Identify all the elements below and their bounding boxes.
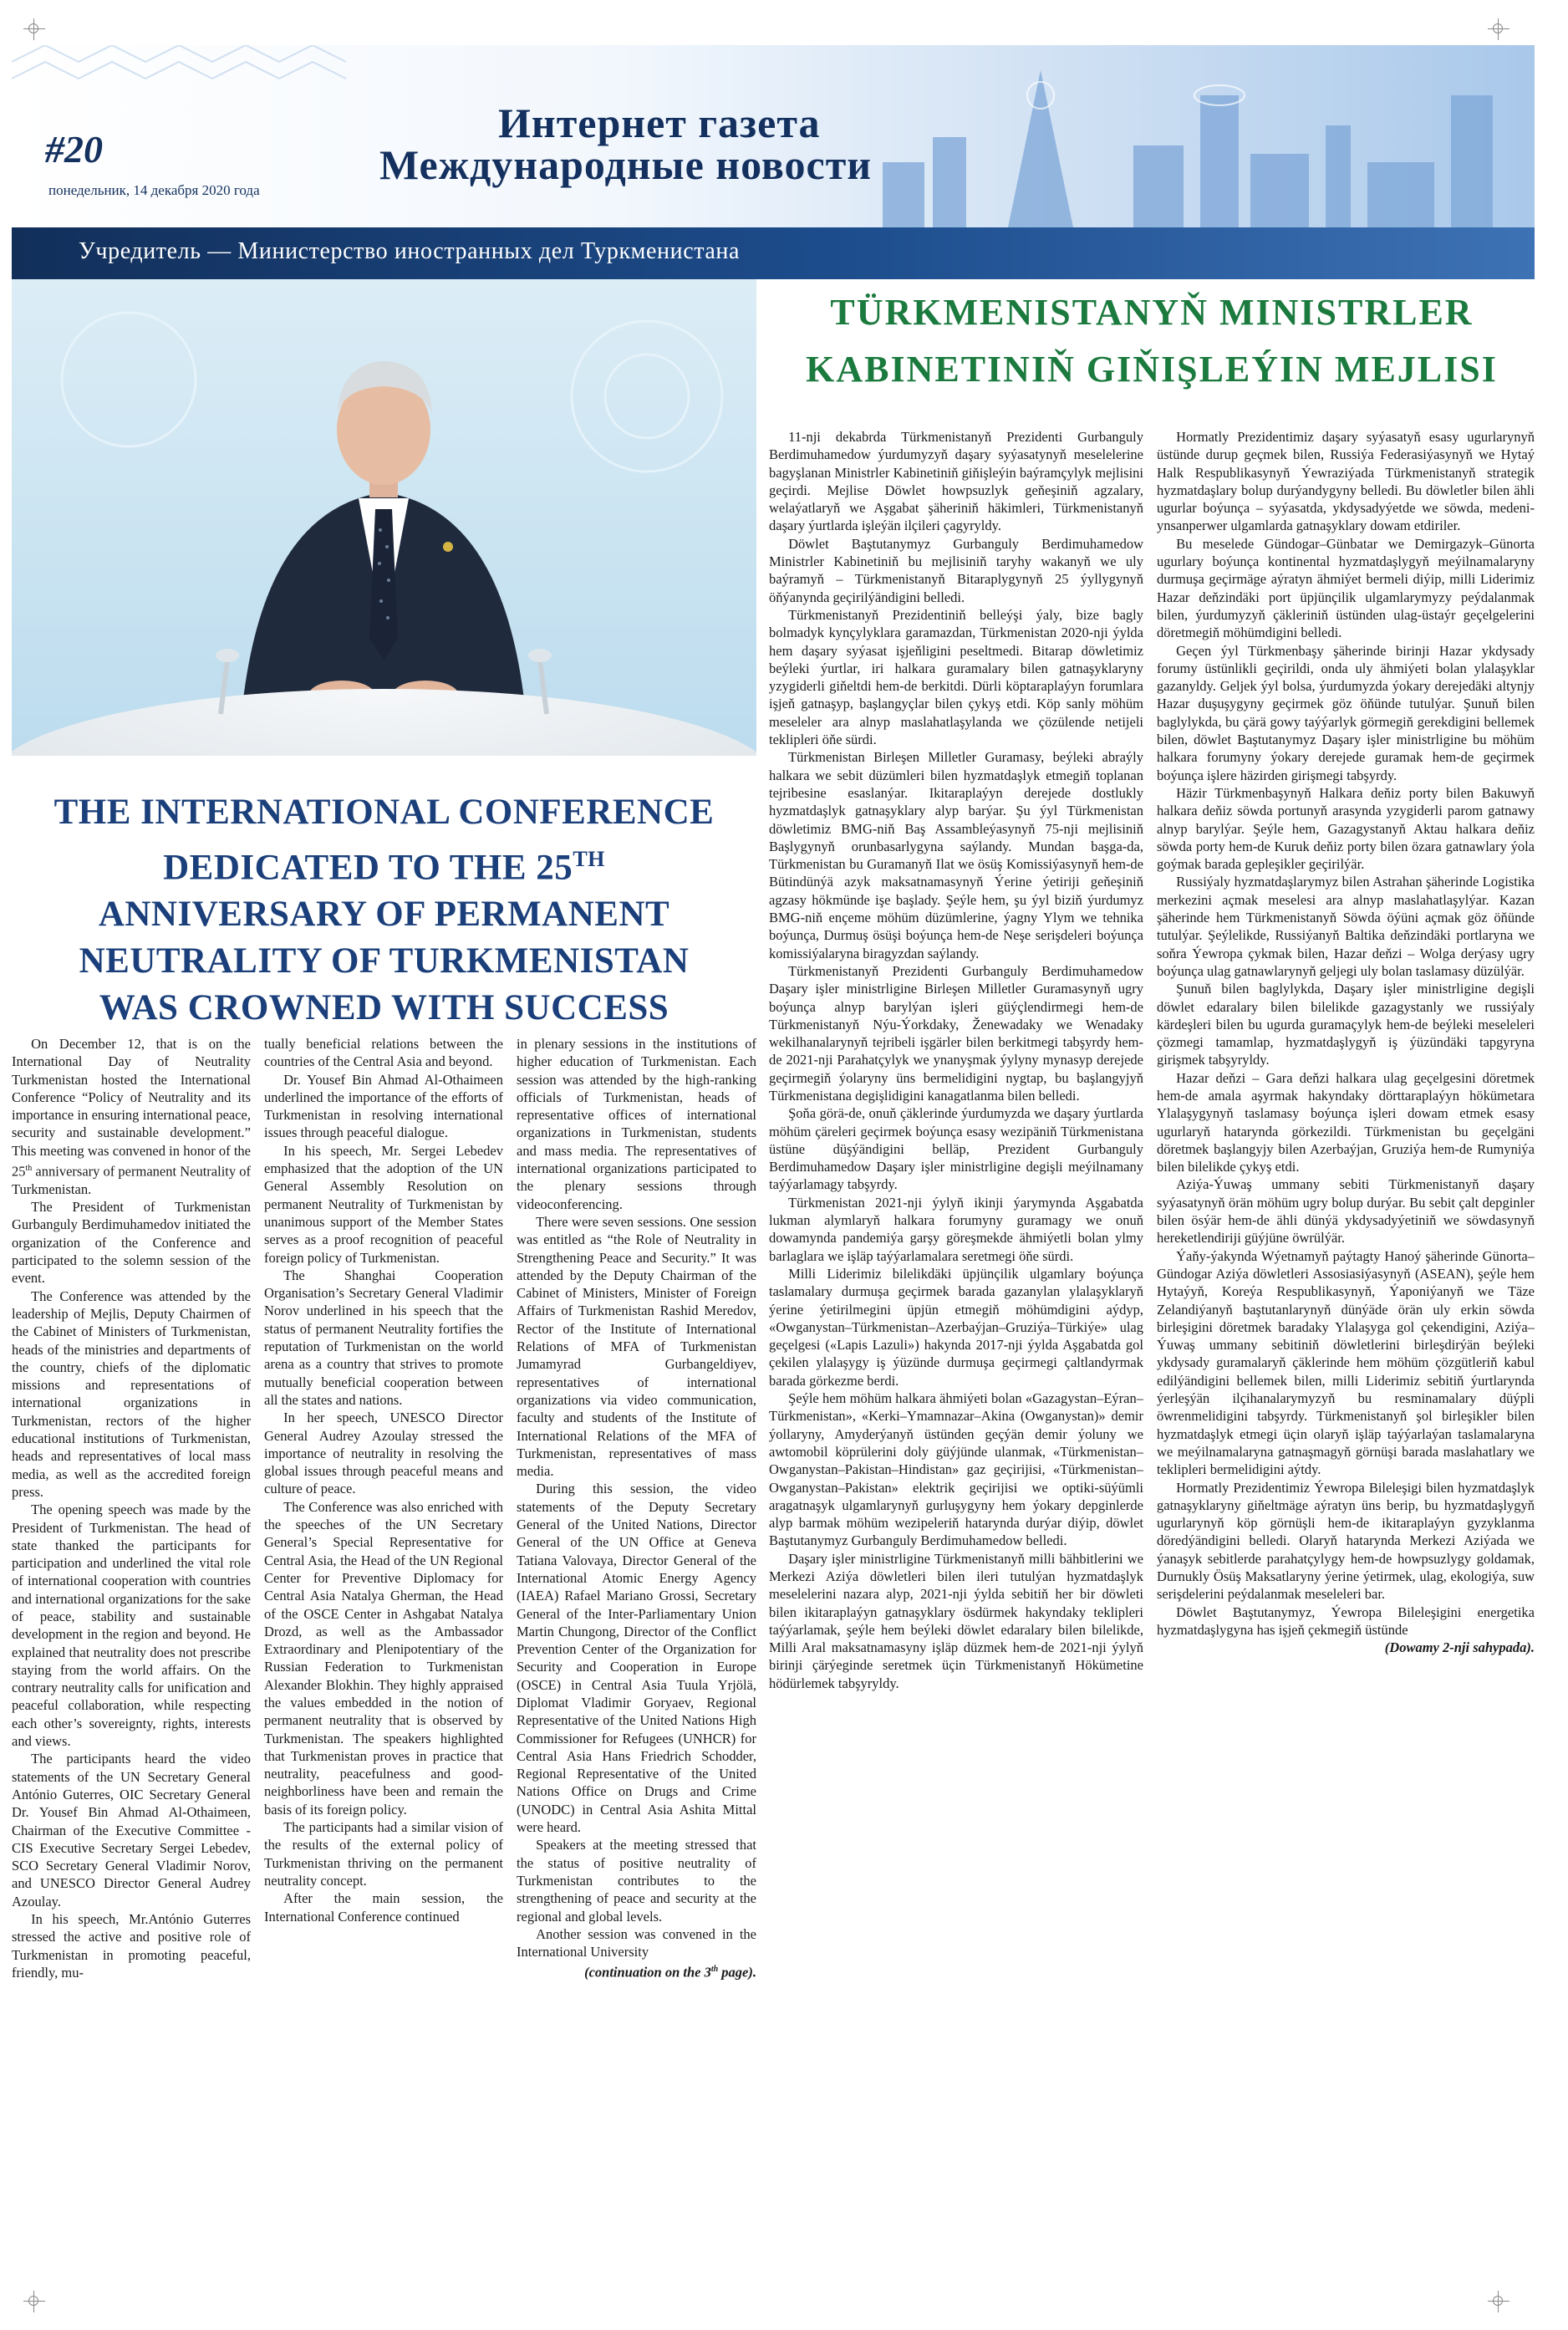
- turkmen-paragraph: Hormatly Prezidentimiz daşary syýasatyň esasy ugurlarynyň üstünde durup geçmek bilen, Russiýa Federasiýasynyň we Hytaý Halk Respublikasynyň Ýewraziýada Türkmenistanyň strategik hyzmatdaşlary bolup durýandygyny belledi. Bu döwletler bilen ähli ugurlar boýunça – syýasatda, ykdysadyýetde we söwda, medeni-ynsanperwer ulgamlarda gatnaşyklary dowam etdiriler.: [1157, 429, 1535, 534]
- english-paragraph: The Shanghai Cooperation Organisation’s Secretary General Vladimir Norov underlined in his speech that the status of permanent Neutrality fortifies the reputation of Turkmenistan on the world arena as a country that strives to promote mutually beneficial cooperation between all the states and nations.: [264, 1267, 503, 1408]
- turkmen-paragraph: Döwlet Baştutanymyz Gurbanguly Berdimuhamedow Ministrler Kabinetiniň bu mejlisiniň taryhy wakanyň we uly baýramyň – Türkmenistanyň Bitaraplygynyň 25 ýyllygynyň öňýanynda geçirilýändigini belledi.: [769, 535, 1143, 605]
- english-column-2: [264, 1035, 503, 2272]
- english-continuation-tail: page).: [718, 1964, 756, 1981]
- english-continuation-sup: th: [710, 1965, 719, 1975]
- turkmen-paragraph: Aziýa-Ýuwaş ummany sebiti Türkmenistanyň daşary syýasatynyň örän möhüm ugry bolup durýar. Bu sebit çalt depginler bilen ösýär hem-de ähli dünýä ykdysadyýetiniň we söwdasynyň hereketlendiriji güýjüne öwrülýär.: [1157, 1176, 1535, 1247]
- english-title-line4: NEUTRALITY OF TURKMENISTAN: [79, 941, 690, 981]
- turkmen-paragraph: Bu meselede Gündogar–Günbatar we Demirgazyk–Günorta ugurlary boýunça kontinental hyzmatdaşlygyň meýilnamalaryny durmuşa geçirmäge aýratyn ähmiýet bermeli diýip, milli Liderimiz Hazar deňzindäki port üpjünçilik ulgamlarymyzy peýdalanmak bilen, ýurdumyzyň çäkleriniň üstünden ulag-üstaýr geçelgelerini döretmegiň möhümdigini belledi.: [1157, 535, 1535, 641]
- founder-text: Учредитель — Министерство иностранных дел Туркменистана: [79, 238, 741, 264]
- turkmen-column-2: [1157, 428, 1535, 2272]
- english-title-superscript: TH: [573, 847, 605, 871]
- english-paragraph: The participants had a similar vision of the results of the external policy of Turkmenistan thriving on the permanent neutrality concept.: [264, 1819, 503, 1889]
- turkmen-paragraph: Döwlet Baştutanymyz, Ýewropa Bileleşigini energetika hyzmatdaşlygyna has işjeň çekmegiň üstünde: [1157, 1603, 1535, 1638]
- issue-date: понедельник, 14 декабря 2020 года: [48, 182, 260, 198]
- turkmen-paragraph: 11-nji dekabrda Türkmenistanyň Prezidenti Gurbanguly Berdimuhamedow ýurdumyzyň daşary syýasatynyň meselelerine bagyşlanan Ministrler Kabinetiniň giňişleýin baýramçylyk mejlisini geçirdi. Mejlise Döwlet howpsuzlyk geňeşiniň agzalary, welaýatlaryň we Aşgabat şäheriniň häkimleri, Türkmenistanyň daşary ýurtlarda işleýän ilçileri çagyryldy.: [769, 429, 1143, 534]
- english-paragraph: [12, 1035, 251, 1198]
- newspaper-title-line2: Международные новости: [379, 141, 873, 188]
- english-continuation-text: (continuation on the 3: [584, 1964, 711, 1981]
- english-paragraph: The President of Turkmenistan Gurbanguly Berdimuhamedov initiated the organization of the Conference and participated to the solemn session of the event.: [12, 1199, 251, 1287]
- turkmen-paragraph: Türkmenistan 2021-nji ýylyň ikinji ýarymynda Aşgabatda lukman alymlaryň halkara forumyny guramagy we onuň dowamynda pandemiýa garşy göreşmekde ähmiýetli bolan ylmy barlaglara we işläp taýýarlamalara seretmegi öňe sürdi.: [769, 1194, 1143, 1264]
- english-paragraph: Speakers at the meeting stressed that the status of positive neutrality of Turkmenistan contributes to the strengthening of peace and security at the regional and global levels.: [517, 1837, 756, 1925]
- english-paragraph: Another session was convened in the International University: [517, 1925, 756, 1960]
- english-paragraph: Dr. Yousef Bin Ahmad Al-Othaimeen underlined the importance of the efforts of Turkmenistan in resolving international issues through peaceful dialogue.: [264, 1071, 503, 1141]
- english-paragraph: There were seven sessions. One session was entitled as “the Role of Neutrality in Strengthening Peace and Security.” It was attended by the Deputy Chairman of the Cabinet of Ministers, Minister of Foreign Affairs of Turkmenistan Rashid Meredov, Rector of the Institute of International Relations of MFA of Turkmenistan Jumamyrad Gurbangeldiyev, representatives of international organizations via video communication, faculty and students of the Institute of International Relations of the MFA of Turkmenistan, representatives of mass media.: [517, 1213, 756, 1480]
- english-article-title: [12, 789, 756, 1032]
- english-paragraph: In his speech, Mr.António Guterres stressed the active and positive role of Turkmenistan in promoting peaceful, friendly, mu-: [12, 1911, 251, 1981]
- turkmen-paragraph: Şunuň bilen baglylykda, Daşary işler ministrligine degişli döwlet edaralary bilen bilelikde gazagystanly we russiýaly kärdeşleri bilen bu ugurda guramaçylyk hem-de beýleki meseleleri çözmegi tamamlap, hyzmatdaşlygyň iş ýüzündäki tapgyryna girişmek tabşyryldy.: [1157, 981, 1535, 1068]
- english-title-line1: THE INTERNATIONAL CONFERENCE: [53, 793, 715, 832]
- english-continuation: [517, 1960, 756, 1981]
- turkmen-paragraph: Häzir Türkmenbaşynyň Halkara deňiz porty bilen Bakuwyň halkara deňiz söwda portunyň arasynda yzygiderli parom gatnawy alnyp barylýar. Şeýle hem, Gazagystanyň Aktau halkara deňiz söwda porty hem-de Kuruk deňiz porty bilen özara gatnawlary ýola goýmak barada gepleşikler geçirilýär.: [1157, 784, 1535, 873]
- turkmen-paragraph: Milli Liderimiz bilelikdäki üpjünçilik ulgamlary boýunça taslamalary durmuşa geçirmek barada gazanylan ylalaşyklaryň ýerine ýetirilmegini üpjün etmegiň möhümdigini aýdyp, «Owganystan–Türkmenistan–Azerbaýjan–Gruziýa–Türkiýe» ulag geçelgesi («Lapis Lazuli») hakynda 2017-nji ýylda Aşgabatda gol çekilen ylalaşygy iş ýüzünde durmuşa geçirmegi çaltlandyrmak barada görkezme berdi.: [769, 1265, 1143, 1389]
- president-photo: [12, 279, 756, 756]
- english-paragraph: The Conference was also enriched with the speeches of the UN Secretary General’s Special Representative for Central Asia, the Head of the UN Regional Center for Preventive Diplomacy for Central Asia Natalya Gherman, the Head of the OSCE Center in Ashgabat Natalya Drozd, as well as the Ambassador Extraordinary and Plenipotentiary of the Russian Federation to Turkmenistan Alexander Blokhin. They highly appraised the values embedded in the notion of permanent neutrality that is observed by Turkmenistan. The speakers highlighted that Turkmenistan proves in practice that neutrality, peacefulness and good-neighborliness have been and remain the basis of its foreign policy.: [264, 1498, 503, 1818]
- turkmen-paragraph: Türkmenistanyň Prezidentiniň belleýşi ýaly, bize bagly bolmadyk kynçylyklara garamazdan, Türkmenistan 2020-nji ýylda hem daşary syýasat işjeňligini peseltmedi. Bitarap döwletimiz beýleki ýurtlar, iri halkara guramalary bilen gatnaşyklaryny yzygiderli giňeltdi hem-de berkitdi. Dürli köptaraplaýyn forumlara işjeň gatnaşyp, başlangyçlar bilen çykyş etdi. Köp sanly möhüm meseleler ara alnyp maslahatlaşylanda we çözülende netijeli teklipleri öňe sürdi.: [769, 606, 1143, 748]
- english-paragraph: tually beneficial relations between the countries of the Central Asia and beyond.: [264, 1036, 503, 1070]
- president-photo-illustration: [12, 279, 756, 756]
- turkmen-title-line2: KABINETINIŇ GIŇIŞLEÝIN MEJLISI: [806, 349, 1498, 390]
- issue-number: #20: [45, 128, 103, 171]
- english-p1-sup: th: [25, 1164, 33, 1174]
- turkmen-title-line1: TÜRKMENISTANYŇ MINISTRLER: [830, 292, 1474, 333]
- turkmen-paragraph: Geçen ýyl Türkmenbaşy şäherinde birinji Hazar ykdysady forumy üstünlikli geçirildi, onda uly ähmiýeti bolan ylalaşyklar gazanyldy. Geljek ýyl bolsa, ýurdumyzda ýokary derejedäki altynjy Hazar duşuşygyny geçirmek göz öňünde tutulýar. Şunuň bilen baglylykda, bu çärä gowy taýýarlyk görmegiň gerekdigini bellemek bilen, döwlet Baştutanymyz Daşary işler ministrligine bu möhüm halkara forumyny ýokary derejede guramak hem-de geçirmek boýunça işlere häzirden girişmegi tabşyrdy.: [1157, 642, 1535, 783]
- english-paragraph: The opening speech was made by the President of Turkmenistan. The head of state thanked the participants for participation and underlined the vital role of international cooperation with countries and international organizations for the sake of peace, stability and sustainable development in the region and beyond. He explained that neutrality does not prescribe staying from the world affairs. On the contrary neutrality calls for unification and peaceful collaboration, while respecting each other’s sovereignty, rights, interests and views.: [12, 1501, 251, 1750]
- turkmen-paragraph: Daşary işler ministrligine Türkmenistanyň milli bähbitlerini we Merkezi Aziýa döwletleri bilen ileri tutulýan hyzmatdaşlyk meselelerini nazara alyp, 2021-nji ýylda sebitiň her bir döwleti bilen ikitaraplaýyn gatnaşyklary ösdürmek hakyndaky teklipleri taýýarlamak, şeýle hem beýleki döwlet edaralary bilen bilelikde, Milli Aral maksatnamasyny işläp düzmek hem-de 2021-nji ýylyň birinji çärýeginde seretmek üçin Türkmenistanyň Hökümetine hödürlemek tabşyryldy.: [769, 1550, 1143, 1691]
- turkmen-column-1: [769, 428, 1143, 2272]
- english-title-line2: [12, 836, 756, 891]
- turkmen-paragraph: Russiýaly hyzmatdaşlarymyz bilen Astrahan şäherinde Logistika merkezini açmak meselesi ara alnyp maslahatlaşylýar. Kazan şäherinde hem Türkmenistanyň Söwda öýüni açmak göz öňünde tutulýar. Şeýlelikde, Russiýanyň Baltika deňzindäki portlaryna we soňra Ýewropa çykmak bilen, Hazar deňzi – Wolga derýasy ugry boýunça ulag gatnawlarynyň geljegi uly bolan taslamasy düzülýär.: [1157, 874, 1535, 979]
- turkmen-paragraph: Türkmenistan Birleşen Milletler Guramasy, beýleki abraýly halkara we sebit düzümleri bilen hyzmatdaşlyk etmegiň toplanan tejribesine esaslanýar. Ikitaraplaýyn derejede dostlukly hyzmatdaşlyk gatnaşyklary alyp barýar. Şu ýyl Türkmenistan döwletimiz BMG-niň Baş Assambleýasynyň 75-nji mejlisiniň Başlygynyň orunbasarlygyna saýlandy. Mundan başga-da, Türkmenistan bu Guramanyň Ilat we ösüş Komissiýasynyň hem-de Bütindünýä azyk maksatnamasynyň Ýerine ýetiriji geňeşiniň agzasy hökmünde işe başlady. Şeýle hem, şu ýyl biziň ýurdumyz BMG-niň ençeme möhüm düzümlerine, ýagny Ylym we tehnika boýunça, Durmuş ösüşi boýunça hem-de Neşe serişdeleri boýunça komissiýalaryna biragyzdan saýlandy.: [769, 749, 1143, 961]
- english-column-3: [517, 1035, 756, 2272]
- crop-mark-top-left: [23, 18, 45, 40]
- english-paragraph: The participants heard the video statements of the UN Secretary General António Guterres, OIC Secretary General Dr. Yousef Bin Ahmad Al-Othaimeen, Chairman of the Executive Committee - CIS Executive Secretary Sergei Lebedev, SCO Secretary General Vladimir Norov, and UNESCO Director General Audrey Azoulay.: [12, 1751, 251, 1909]
- turkmen-paragraph: Hormatly Prezidentimiz Ýewropa Bileleşigi bilen hyzmatdaşlyk gatnaşyklaryny giňeltmäge aýratyn üns berip, bu hyzmatdaşlygyň ugurlarynyň köp görnüşli hem-de ikitaraplaýyn gyzyklanma döredýändigini belledi. Olaryň hatarynda Merkezi Aziýada we ýanaşyk sebitlerde parahatçylygy hem-de howpsuzlygy goldamak, Durnukly Ösüş Maksatlaryny ýerine ýetirmek, ulag, ekologiýa, suw serişdelerini peýdalanmak meseleleri bar.: [1157, 1479, 1535, 1603]
- newspaper-title-line1: Интернет газета: [498, 99, 821, 146]
- turkmen-paragraph: Şoňa görä-de, onuň çäklerinde ýurdumyzda we daşary ýurtlarda möhüm çäreleri geçirmek boýunça esasy wezipäniň Türkmenistana üstüne düşýändigini belläp, Prezident Gurbanguly Berdimuhamedow Daşary işler ministrligine degişli meýilnamany taýýarlamagy tabşyrdy.: [769, 1105, 1143, 1193]
- city-skyline-illustration: [782, 45, 1535, 227]
- english-title-line3: ANNIVERSARY OF PERMANENT: [98, 895, 670, 935]
- crop-mark-bottom-left: [23, 2291, 45, 2312]
- english-paragraph: In her speech, UNESCO Director General Audrey Azoulay stressed the importance of neutrality in resolving the global issues through peaceful means and culture of peace.: [264, 1410, 503, 1497]
- crop-mark-top-right: [1488, 18, 1509, 40]
- english-p1-tail: anniversary of permanent Neutrality of Turkmenistan.: [12, 1163, 251, 1197]
- english-paragraph: After the main session, the International Conference continued: [264, 1890, 503, 1925]
- crop-mark-bottom-right: [1488, 2291, 1509, 2312]
- masthead: [12, 45, 1535, 279]
- turkmen-paragraph: Türkmenistanyň Prezidenti Gurbanguly Berdimuhamedow Daşary işler ministrligine Birleşen Milletler Guramasynyň ugry boýunça alnyp barylýan işleri güýçlendirmegi hem-de Türkmenistanyň Nýu-Ýorkdaky, Ženewadaky we Wenadaky wekilhanalarynyň tejribeli işgärler bilen berkitmegi tabşyrdy hem-de 2021-nji Parahatçylyk we ynanyşmak ýylyny mynasyp derejede geçirmegiň ýolaryny üns bermelidigini nygtap, bu başlangyjyň Türkmenistana degişlidigini kanagatlanma bilen belledi.: [769, 962, 1143, 1104]
- english-paragraph: in plenary sessions in the institutions of higher education of Turkmenistan. Each session was attended by the high-ranking officials of Turkmenistan, heads of representative offices of international organizations in Turkmenistan, students and mass media. The representatives of international organizations participated to the plenary sessions through videoconferencing.: [517, 1036, 756, 1212]
- english-paragraph: The Conference was attended by the leadership of Mejlis, Deputy Chairmen of the Cabinet of Ministers of Turkmenistan, heads of the ministries and departments of the country, chiefs of the diplomatic missions and representations of international organizations in Turkmenistan, rectors of the higher educational institutions of Turkmenistan, heads and representatives of local mass media, as well as the accredited foreign press.: [12, 1287, 251, 1500]
- english-p1-text: On December 12, that is on the International Day of Neutrality Turkmenistan hosted the International Conference “Policy of Neutrality and its importance in ensuring international peace, security and sustainable development.” This meeting was convened in honor of the 25: [12, 1036, 251, 1180]
- turkmen-paragraph: Şeýle hem möhüm halkara ähmiýeti bolan «Gazagystan–Eýran–Türkmenistan», «Kerki–Ymamnazar–Akina (Owganystan)» demir ýollaryny, Amyderýanyň üstünden geçýän demir ýoluny we awtomobil köprülerini doly güýjünde ulanmak, «Türkmenistan–Owganystan–Pakistan–Hindistan» gaz geçirijisi, «Türkmenistan–Owganystan–Pakistan» elektrik geçirijisi we optiki-süýümli aragatnaşyk ulgamlarynyň gurluşygyny hem ýokary depginlerde alyp barmak möhüm wezipeleriň hatarynda durýar diýip, döwlet Baştutanymyz Gurbanguly Berdimuhamedow belledi.: [769, 1390, 1143, 1549]
- founder-bar: [12, 227, 1535, 279]
- english-column-1: [12, 1035, 251, 2272]
- turkmen-continuation: (Dowamy 2-nji sahypada).: [1384, 1639, 1535, 1656]
- english-paragraph: During this session, the video statements of the Deputy Secretary General of the United Nations, Director General of the UN Office at Geneva Tatiana Valovaya, Director General of the International Atomic Energy Agency (IAEA) Rafael Mariano Grossi, Secretary General of the Inter-Parliamentary Union Martin Chungong, Director of the Conflict Prevention Center of the Organization for Security and Cooperation in Europe (OSCE) in Central Asia Tuula Yrjölä, Diplomat Vladimir Goryaev, Regional Representative of the United Nations High Commissioner for Refugees (UNHCR) for Central Asia Hans Friedrich Schodder, Regional Representative of the United Nations Office on Drugs and Crime (UNODC) in Central Asia Ashita Mittal were heard.: [517, 1481, 756, 1836]
- turkmen-article-title: [769, 284, 1535, 398]
- english-paragraph: In his speech, Mr. Sergei Lebedev emphasized that the adoption of the UN General Assembly Resolution on permanent Neutrality of Turkmenistan by unanimous support of the Member States serves as a proof recognition of peaceful foreign policy of Turkmenistan.: [264, 1142, 503, 1266]
- turkmen-paragraph: Hazar deňzi – Gara deňzi halkara ulag geçelgesini döretmek hem-de amala aşyrmak hakyndaky dörttaraplaýyn hökümetara Ylalaşygynyň taslamasy boýunça işleri dowam etmek esasy ugurlaryň hatarynda görkezildi. Türkmenistan bu geçelgäni döretmek başlangyjy bilen Azerbaýjan, Gruziýa hem-de Rumyniýa bilen bilelikde çykyş etdi.: [1157, 1069, 1535, 1175]
- english-title-line5: WAS CROWNED WITH SUCCESS: [99, 988, 669, 1028]
- turkmen-paragraph: Ýaňy-ýakynda Wýetnamyň paýtagty Hanoý şäherinde Günorta–Gündogar Aziýa döwletleri Assosiasiýasynyň (ASEAN), şeýle hem Hytaýyň, Koreýa Respublikasynyň, Ýaponiýanyň we Täze Zelandiýanyň baştutanlarynyň dünýäde örän uly erkin söwda birleşigini döretmek baradaky Ylalaşyga gol çekendigini, Aziýa–Ýuwaş ummany sebitiniň döwletlerini birleşdirýän beýleki ykdysady guramalaryň çäklerinde hem möhüm çözgütleriň kabul edilýändigini bellemek bilen, milli Liderimiz sebitiň ýurtlarynda ýerleşýän ilçihanalarymyzyň bu resminamalary düýpli öwrenmelidigini tabşyrdy. Türkmenistanyň şol birleşikler bilen hyzmatdaşlyk etmegi üçin olaryň işläp taýýarlaýan taslamalaryna we meýilnamalaryna gatnaşmagyň görnüşi barada maslahatlary we teklipleri bermelidigini aýtdy.: [1157, 1247, 1535, 1478]
- english-title-line2-text: DEDICATED TO THE 25: [163, 848, 573, 888]
